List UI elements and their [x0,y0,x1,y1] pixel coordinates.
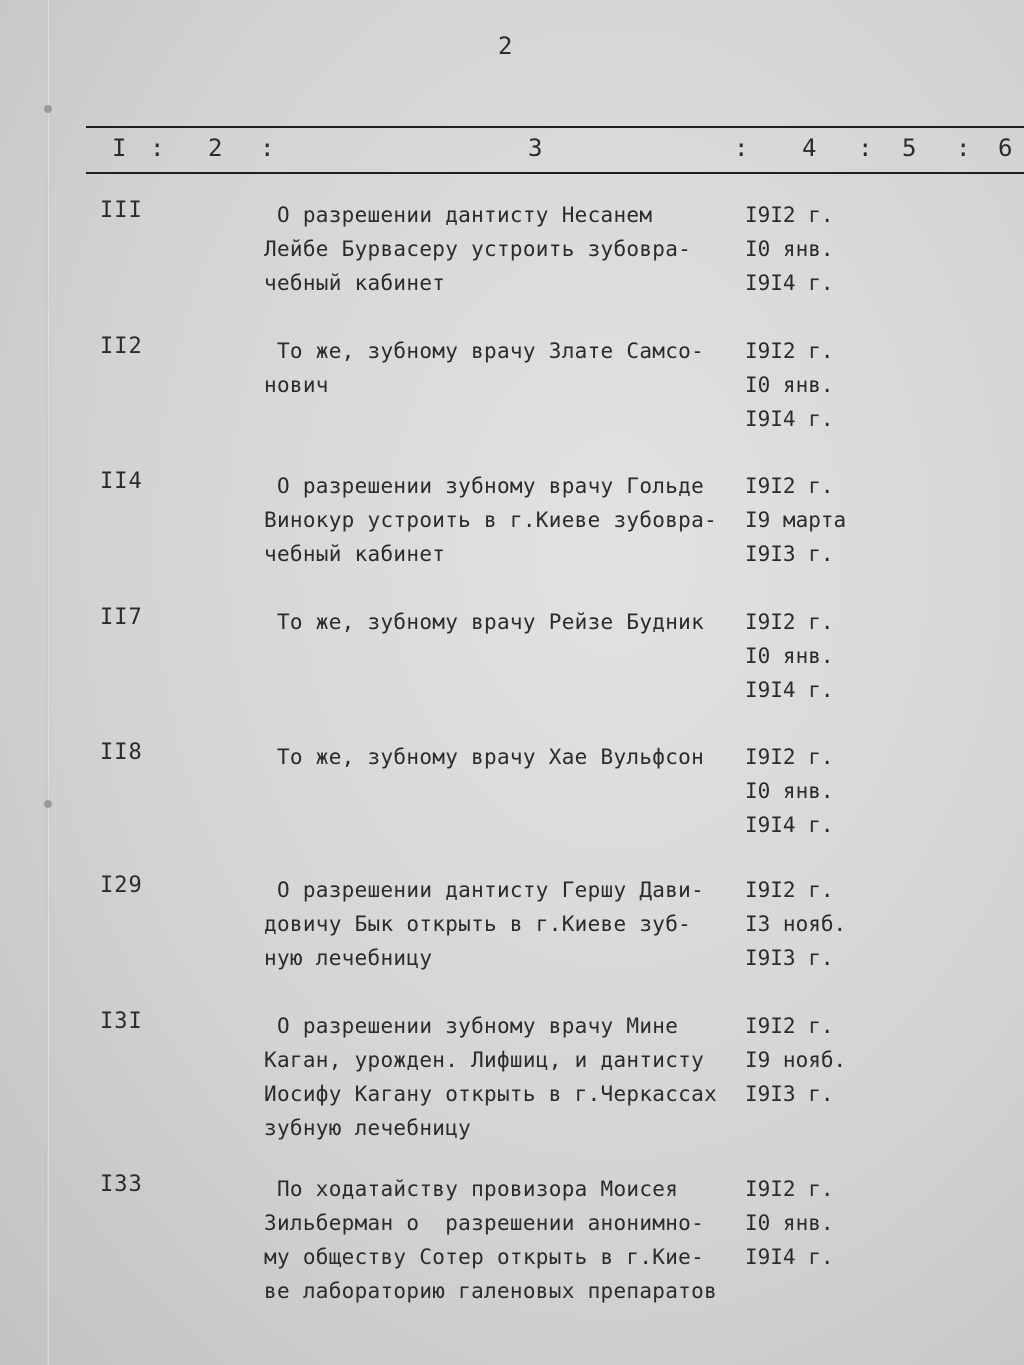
description-line: То же, зубному врачу Злате Самсо- [264,339,705,363]
entry-description [264,198,744,300]
date-line: I9I3 г. [745,1082,834,1106]
date-line: I9I2 г. [745,1014,834,1038]
description-line: Каган, урожден. Лифшиц, и дантисту [264,1048,705,1072]
description-line: Зильберман о разрешении анонимно- [264,1211,705,1235]
date-line: I0 янв. [745,237,834,261]
header-col-2: 2 [208,134,223,162]
description-line: Винокур устроить в г.Киеве зубовра- [264,508,718,532]
entry-number: II2 [100,334,143,359]
header-bottom-rule [86,172,1024,174]
header-col-1: I [112,134,127,162]
entry-description [264,740,744,774]
date-line: I9I2 г. [745,1177,834,1201]
description-line: нович [264,373,329,397]
description-line: О разрешении дантисту Гершу Дави- [264,878,705,902]
date-line: I0 янв. [745,373,834,397]
table-header [90,134,1020,166]
date-line: I9I2 г. [745,474,834,498]
date-line: I9I4 г. [745,678,834,702]
description-line: довичу Бык открыть в г.Киеве зуб- [264,912,692,936]
date-line: I9 марта [745,508,847,532]
entry-dates [745,1009,846,1111]
entry-description [264,873,744,975]
description-line: Лейбе Бурвасеру устроить зубовра- [264,237,692,261]
date-line: I3 нояб. [745,912,847,936]
header-col-3: 3 [528,134,543,162]
description-line: О разрешении зубному врачу Мине [264,1014,679,1038]
header-sep: : [150,134,165,162]
description-line: зубную лечебницу [264,1116,472,1140]
binding-hole [44,105,52,113]
page-number: 2 [498,32,513,60]
entry-dates [745,740,834,842]
entry-number: III [100,198,143,223]
header-sep: : [260,134,275,162]
date-line: I9I3 г. [745,542,834,566]
entry-dates [745,469,846,571]
date-line: I9I4 г. [745,271,834,295]
date-line: I0 янв. [745,1211,834,1235]
date-line: I9I3 г. [745,946,834,970]
entry-dates [745,198,834,300]
entry-dates [745,334,834,436]
description-line: Иосифу Кагану открыть в г.Черкассах [264,1082,718,1106]
header-top-rule [86,126,1024,128]
page-fold [46,0,49,1365]
entry-number: II7 [100,605,143,630]
binding-hole [44,800,52,808]
description-line: То же, зубному врачу Хае Вульфсон [264,745,705,769]
entry-dates [745,873,846,975]
entry-number: I33 [100,1172,143,1197]
date-line: I9I2 г. [745,745,834,769]
entry-dates [745,605,834,707]
entry-dates [745,1172,834,1274]
description-line: ве лабораторию галеновых препаратов [264,1279,718,1303]
description-line: О разрешении дантисту Несанем [264,203,653,227]
entry-number: I3I [100,1009,143,1034]
entry-description [264,1009,744,1145]
description-line: По ходатайству провизора Моисея [264,1177,679,1201]
date-line: I9 нояб. [745,1048,847,1072]
description-line: ную лечебницу [264,946,433,970]
date-line: I9I2 г. [745,203,834,227]
date-line: I9I2 г. [745,610,834,634]
date-line: I9I2 г. [745,339,834,363]
date-line: I0 янв. [745,644,834,668]
description-line: О разрешении зубному врачу Гольде [264,474,705,498]
entry-description [264,469,744,571]
entry-description [264,334,744,402]
entry-description [264,1172,744,1308]
description-line: му обществу Сотер открыть в г.Кие- [264,1245,705,1269]
entry-number: II8 [100,740,143,765]
description-line: чебный кабинет [264,271,446,295]
header-sep: : [956,134,971,162]
header-col-4: 4 [802,134,817,162]
date-line: I9I4 г. [745,407,834,431]
description-line: чебный кабинет [264,542,446,566]
header-sep: : [734,134,749,162]
entry-description [264,605,744,639]
date-line: I0 янв. [745,779,834,803]
entry-number: I29 [100,873,143,898]
date-line: I9I2 г. [745,878,834,902]
header-sep: : [858,134,873,162]
header-col-6: 6 [998,134,1013,162]
description-line: То же, зубному врачу Рейзе Будник [264,610,705,634]
header-col-5: 5 [902,134,917,162]
date-line: I9I4 г. [745,1245,834,1269]
entry-number: II4 [100,469,143,494]
date-line: I9I4 г. [745,813,834,837]
